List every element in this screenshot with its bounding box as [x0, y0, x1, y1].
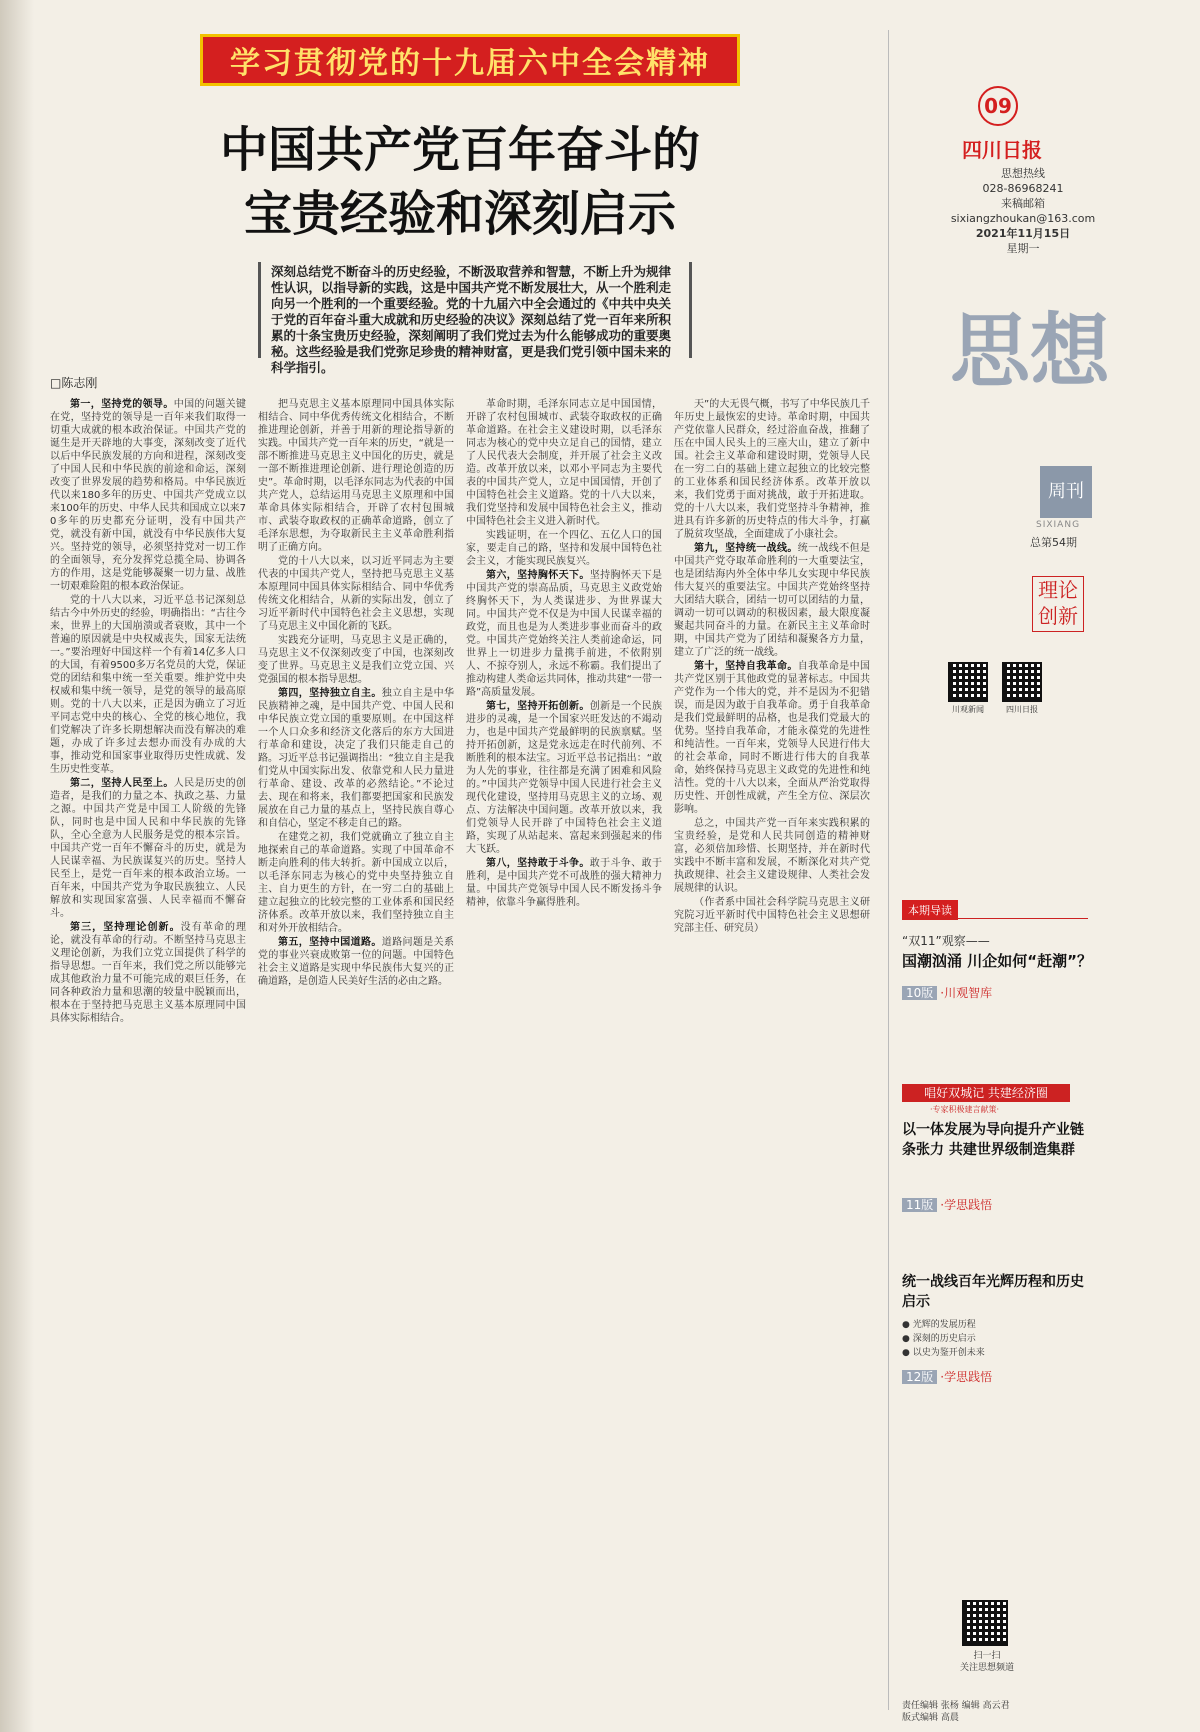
guide-item-3-point: ● 以史为鉴开创未来	[902, 1348, 985, 1358]
qr-item-2[interactable]	[1002, 662, 1042, 715]
article-paragraph	[50, 777, 246, 920]
fold-shadow	[0, 0, 34, 1732]
paragraph-text: 没有革命的理论，就没有革命的行动。不断坚持马克思主义理论创新，为我们立党立国提供了科学的指导思想。一百年来，我们党之所以能够完成其他政治力量不可能完成的艰巨任务，在同各种政治力量和思潮的较量中脱颖而出，根本在于坚持把马克思主义基本原理同中国具体实际相结合。	[50, 922, 247, 1024]
theme-banner	[200, 34, 740, 86]
section-ref: ·川观智库	[940, 986, 993, 1000]
guide-item-2-title[interactable]: 以一体发展为导向提升产业链条张力 共建世界级制造集群	[902, 1122, 1084, 1158]
article-paragraph	[258, 831, 454, 935]
article-paragraph	[674, 542, 870, 659]
section-subhead: 第二，坚持人民至上。	[70, 778, 174, 789]
article-paragraph	[258, 936, 454, 988]
paragraph-text: （作者系中国社会科学院马克思主义研究院习近平新时代中国特色社会主义思想研究部主任、研究员）	[674, 897, 870, 934]
paragraph-text: 中国的问题关键在党，坚持党的领导是一百年来我们取得一切重大成就的根本政治保证。中国共产党的诞生是开天辟地的大事变，深刻改变了近代以后中华民族发展的方向和进程，深刻改变了中国人民和中华民族的前途和命运，深刻改变了世界发展的趋势和格局。中华民族近代以来180多年的历史、中国共产党成立以来100年的历史、中华人民共和国成立以来70多年的历史都充分证明，没有中国共产党，就没有新中国，就没有中华民族伟大复兴。坚持党的领导，必须坚持党对一切工作的全面领导，充分发挥党总揽全局、协调各方的作用，这是党能够凝聚一切力量、战胜一切艰难险阻的根本政治保证。	[50, 399, 246, 592]
qr-item-1[interactable]	[948, 662, 988, 715]
theme-banner-text: 学习贯彻党的十九届六中全会精神	[230, 46, 710, 81]
section-ref: ·学思践悟	[940, 1198, 993, 1212]
paragraph-text: 独立自主是中华民族精神之魂，是中国共产党、中国人民和中华民族立党立国的重要原则。在中国这样一个人口众多和经济文化落后的东方大国进行革命和建设，决定了我们只能走自己的路。习近平总书记强调指出：“独立自主是我们党从中国实际出发、依靠党和人民力量进行革命、建设、改革的必然结论。”不论过去、现在和将来，我们都要把国家和民族发展放在自己力量的基点上，坚持民族自尊心和自信心，坚定不移走自己的路。	[258, 688, 454, 829]
hotline-number: 028-86968241	[982, 182, 1064, 195]
weekly-badge: 周刊	[1040, 466, 1092, 518]
paragraph-text: 坚持胸怀天下是中国共产党的崇高品质，马克思主义政党始终胸怀天下，为人类谋进步、为世界谋大同。中国共产党不仅是为中国人民谋幸福的政党，而且也是为人类进步事业而奋斗的政党。中国共产党始终关注人类前途命运，同世界上一切进步力量携手前进，不依附别人、不掠夺别人，永远不称霸。我们提出了推动构建人类命运共同体，推动共建“一带一路”高质量发展。	[466, 570, 662, 698]
section-subhead: 第三，坚持理论创新。	[70, 922, 181, 933]
article-body	[50, 398, 870, 1726]
headline	[80, 118, 840, 246]
article-paragraph	[674, 896, 870, 935]
section-subhead: 第九，坚持统一战线。	[694, 543, 798, 554]
guide-item-3-list	[902, 1318, 985, 1360]
guide-item-1-page-tag	[902, 984, 992, 1001]
article-paragraph	[674, 660, 870, 816]
editor-line-1: 责任编辑 张杨 编辑 高云君	[902, 1701, 1010, 1711]
paragraph-text: 把马克思主义基本原理同中国具体实际相结合、同中华优秀传统文化相结合，不断推进理论创新，并善于用新的理论指导新的实践。中国共产党一百年来的历史，“就是一部不断推进马克思主义中国化的历史，就是一部不断推进理论创新、进行理论创造的历史”。革命时期，以毛泽东同志为代表的中国共产党人，总结运用马克思主义原理和中国革命具体实际相结合，开辟了农村包围城市、武装夺取政权的正确革命道路，创立了毛泽东思想，为夺取新民主主义革命胜利指明了正确方向。	[258, 399, 454, 553]
headline-line-2: 宝贵经验和深刻启示	[243, 186, 676, 242]
masthead-sidebar	[900, 0, 1190, 1732]
article-paragraph	[258, 687, 454, 830]
promo-subtitle: ·专家积极建言献策·	[930, 1105, 1000, 1114]
hotline-label: 思想热线	[1001, 167, 1045, 180]
section-subhead: 第一，坚持党的领导。	[70, 399, 174, 410]
article-column-1	[50, 398, 246, 1726]
article-paragraph	[50, 594, 246, 776]
qr-label: 四川日报	[1006, 705, 1038, 714]
article-paragraph	[674, 398, 870, 541]
page-ref: 10版	[902, 986, 937, 1000]
paragraph-text: 革命时期，毛泽东同志立足中国国情，开辟了农村包围城市、武装夺取政权的正确革命道路。在社会主义建设时期，以毛泽东同志为核心的党中央立足自己的国情，建立了人民代表大会制度，并开展了社会主义改造。改革开放以来，以邓小平同志为主要代表的中国共产党人，立足中国国情，开创了中国特色社会主义道路。党的十八大以来，我们党坚持和发展中国特色社会主义，推动中国特色社会主义进入新时代。	[466, 399, 662, 527]
guide-item-3-point: ● 深刻的历史启示	[902, 1334, 976, 1344]
editor-credits	[902, 1700, 1010, 1724]
article-paragraph	[258, 555, 454, 633]
follow-label: 关注思想频道	[959, 1663, 1014, 1673]
guide-item-3-point: ● 光辉的发展历程	[902, 1320, 976, 1330]
paragraph-text: 创新是一个民族进步的灵魂，是一个国家兴旺发达的不竭动力，也是中国共产党最鲜明的民族禀赋。坚持开拓创新，这是党永远走在时代前列、不断胜利的根本法宝。习近平总书记指出：“敢为人先的事业，往往都是充满了困难和风险的。”中国共产党领导中国人民进行社会主义现代化建设，坚持用马克思主义的立场、观点、方法解决中国问题。改革开放以来，我们党领导人民开辟了中国特色社会主义道路，实现了从站起来、富起来到强起来的伟大飞跃。	[466, 701, 662, 855]
contact-info	[948, 166, 1098, 256]
page-ref: 11版	[902, 1198, 937, 1212]
channel-qr-code-icon[interactable]	[962, 1600, 1008, 1646]
guide-divider	[902, 918, 1088, 919]
section-subhead: 第十，坚持自我革命。	[694, 661, 798, 672]
article-paragraph	[466, 529, 662, 568]
email-address[interactable]: sixiangzhoukan@163.com	[950, 212, 1096, 225]
guide-item-1-kicker: “双11”观察——	[902, 934, 990, 948]
paper-name: 四川日报	[962, 138, 1042, 162]
section-subhead: 第六，坚持胸怀天下。	[486, 570, 590, 581]
page-ref: 12版	[902, 1370, 937, 1384]
paragraph-text: 党的十八大以来，以习近平同志为主要代表的中国共产党人，坚持把马克思主义基本原理同中国具体实际相结合、同中华优秀传统文化相结合，从新的实际出发，创立了习近平新时代中国特色社会主义思想，实现了马克思主义中国化新的飞跃。	[258, 556, 454, 632]
column-stamp: 理论创新	[1032, 576, 1084, 632]
issue-date: 2021年11月15日	[975, 227, 1071, 240]
qr-codes	[948, 662, 1042, 715]
article-column-2	[258, 398, 454, 1726]
article-column-4	[674, 398, 870, 1726]
guide-item-3-page-tag	[902, 1368, 992, 1385]
section-subhead: 第四，坚持独立自主。	[278, 688, 382, 699]
section-ref: ·学思践悟	[940, 1370, 993, 1384]
article-column-3	[466, 398, 662, 1726]
paragraph-text: 天”的大无畏气概，书写了中华民族几千年历史上最恢宏的史诗。革命时期，中国共产党依靠人民群众，经过浴血奋战，推翻了压在中国人民头上的三座大山，建立了新中国。社会主义革命和建设时期，党领导人民在一穷二白的基础上建立起独立的比较完整的工业体系和国民经济体系。改革开放以来，我们党勇于面对挑战，敢于开拓进取。党的十八大以来，我们党坚持斗争精神，推进具有许多新的历史特点的伟大斗争，打赢了脱贫攻坚战，全面建成了小康社会。	[674, 399, 870, 540]
qr-code-icon	[1002, 662, 1042, 702]
guide-header: 本期导读	[902, 900, 958, 920]
editor-line-2: 版式编辑 高晨	[902, 1713, 959, 1723]
guide-item-2-page-tag	[902, 1196, 992, 1213]
page-number: 09	[978, 86, 1018, 126]
article-paragraph	[466, 857, 662, 909]
section-subhead: 第七，坚持开拓创新。	[486, 701, 590, 712]
qr-code-icon	[948, 662, 988, 702]
section-subhead: 第五，坚持中国道路。	[278, 937, 382, 948]
article-paragraph	[50, 921, 246, 1025]
mailbox-label: 来稿邮箱	[1001, 197, 1045, 210]
issue-number: 总第54期	[1030, 536, 1077, 549]
weekday: 星期一	[1006, 242, 1040, 255]
paragraph-text: 党的十八大以来，习近平总书记深刻总结古今中外历史的经验，明确指出：“古往今来，世界上的大国崩溃或者衰败，其中一个普遍的原因就是中央权威丧失，国家无法统一。”要治理好中国这样一个有着14亿多人口的大国，有着9500多万名党员的大党，保证党的团结和集中统一至关重要。维护党中央权威和集中统一领导，是党的领导的最高原则。党的十八大以来，正是因为确立了习近平同志党中央的核心、全党的核心地位，我们党解决了许多长期想解决而没有解决的难题，办成了许多过去想办而没有办成的大事，推动党和国家事业取得历史性成就、发生历史性变革。	[50, 595, 246, 775]
article-paragraph	[466, 569, 662, 699]
scan-caption	[952, 1650, 1022, 1674]
column-divider	[888, 30, 889, 1710]
byline: □陈志刚	[50, 376, 98, 390]
paragraph-text: 道路问题是关系党的事业兴衰成败第一位的问题。中国特色社会主义道路是实现中华民族伟大复兴的正确道路，是创造人民美好生活的必由之路。	[258, 937, 454, 987]
article-paragraph	[674, 817, 870, 895]
paragraph-text: 统一战线不但是中国共产党夺取革命胜利的一大重要法宝，也是团结海内外全体中华儿女实现中华民族伟大复兴的重要法宝。中国共产党始终坚持大团结大联合，团结一切可以团结的力量，调动一切可以调动的积极因素，最大限度凝聚起共同奋斗的力量。在新民主主义革命时期，中国共产党为了团结和凝聚各方力量，建立了广泛的统一战线。	[674, 543, 870, 658]
paragraph-text: 人民是历史的创造者，是我们的力量之本、执政之基、力量之源。中国共产党是中国工人阶级的先锋队，同时也是中国人民和中华民族的先锋队，全心全意为人民服务是党的根本宗旨。中国共产党一百年不懈奋斗的历史，就是为人民谋幸福、为民族谋复兴的历史。坚持人民至上，是党一百年来的根本政治立场。一百年来，中国共产党为争取民族独立、人民解放和实现国家富强、人民幸福而不懈奋斗。	[50, 778, 246, 919]
promo-banner: 唱好双城记 共建经济圈	[902, 1084, 1070, 1102]
guide-item-3-title[interactable]: 统一战线百年光辉历程和历史启示	[902, 1274, 1084, 1310]
article-paragraph	[466, 398, 662, 528]
paragraph-text: 实践证明，在一个四亿、五亿人口的国家，要走自己的路，坚持和发展中国特色社会主义，才能实现民族复兴。	[466, 530, 662, 567]
headline-line-1: 中国共产党百年奋斗的	[219, 122, 700, 178]
guide-item-1-title[interactable]: 国潮汹涌 川企如何“赶潮”？	[902, 952, 1092, 970]
paragraph-text: 敢于斗争、敢于胜利，是中国共产党不可战胜的强大精神力量。中国共产党领导中国人民不断发扬斗争精神，依靠斗争赢得胜利。	[466, 858, 662, 908]
article-paragraph	[466, 700, 662, 856]
article-paragraph	[258, 398, 454, 554]
paragraph-text: 总之，中国共产党一百年来实践积累的宝贵经验，是党和人民共同创造的精神财富，必须倍加珍惜、长期坚持，并在新时代实践中不断丰富和发展，不断深化对共产党执政规律、社会主义建设规律、人类社会发展规律的认识。	[674, 818, 870, 894]
section-title: 思想	[950, 304, 1110, 398]
paragraph-text: 实践充分证明，马克思主义是正确的，马克思主义不仅深刻改变了中国，也深刻改变了世界。马克思主义是我们立党立国、兴党强国的根本指导思想。	[258, 635, 454, 685]
paragraph-text: 在建党之初，我们党就确立了独立自主地探索自己的革命道路。实现了中国革命不断走向胜利的伟大转折。新中国成立以后，以毛泽东同志为核心的党中央坚持独立自主、自力更生的方针，在一穷二白的基础上建立起独立的比较完整的工业体系和国民经济体系。改革开放以来，我们坚持独立自主和对外开放相结合。	[258, 832, 454, 934]
article-paragraph	[50, 398, 246, 593]
article-paragraph	[258, 634, 454, 686]
scan-label: 扫一扫	[973, 1651, 1001, 1661]
lead-paragraph: 深刻总结党不断奋斗的历史经验，不断汲取营养和智慧，不断上升为规律性认识，以指导新的实践，这是中国共产党不断发展壮大，从一个胜利走向另一个胜利的一个重要经验。党的十九届六中全会通过的《中共中央关于党的百年奋斗重大成就和历史经验的决议》深刻总结了党一百年来所积累的十条宝贵历史经验，深刻阐明了我们党过去为什么能够成功的重要奥秘。这些经验是我们党弥足珍贵的精神财富，更是我们党引领中国未来的科学指引。	[258, 262, 692, 358]
qr-label: 川观新闻	[952, 705, 984, 714]
section-pinyin: SIXIANG	[1036, 520, 1081, 530]
paragraph-text: 自我革命是中国共产党区别于其他政党的显著标志。中国共产党作为一个伟大的党，并不是因为不犯错误，而是因为敢于自我革命。勇于自我革命是我们党最鲜明的品格，也是我们党最大的优势。坚持自我革命，才能永葆党的先进性和纯洁性。一百年来，党领导人民进行伟大的社会革命，同时不断进行伟大的自我革命，始终保持马克思主义政党的先进性和纯洁性。党的十八大以来，全面从严治党取得历史性、开创性成就，产生全方位、深层次影响。	[674, 661, 870, 815]
section-subhead: 第八，坚持敢于斗争。	[486, 858, 590, 869]
